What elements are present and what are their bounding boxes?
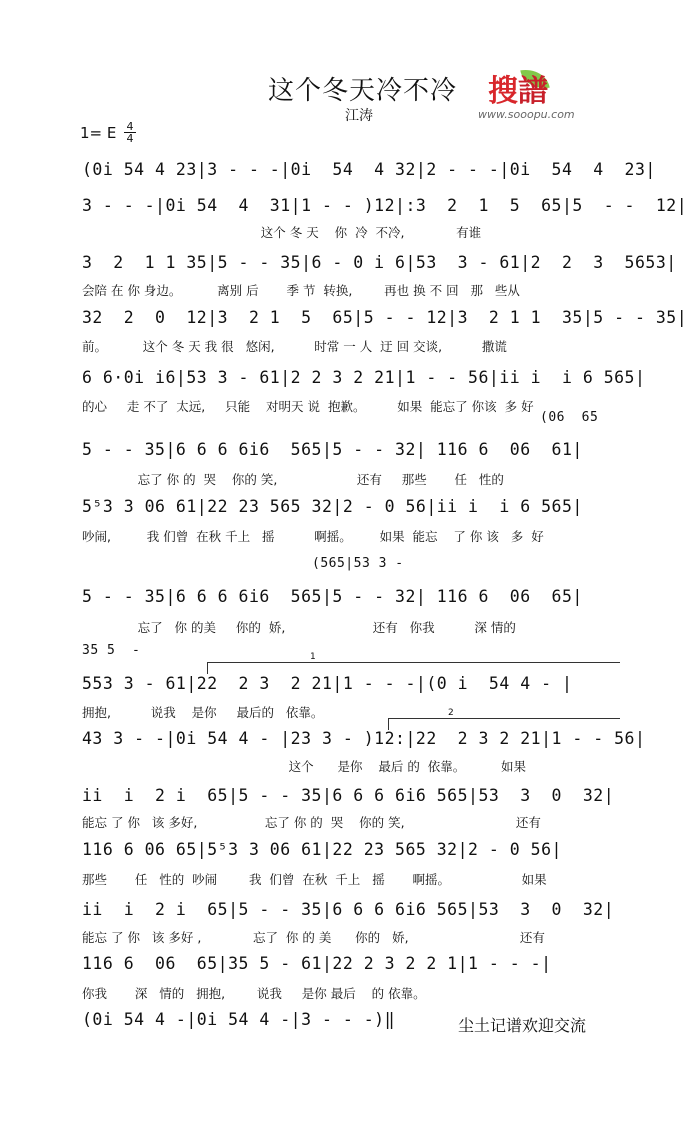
notation-row: (0i 54 4 -|0i 54 4 -|3 - - -)‖ bbox=[82, 1010, 396, 1029]
key-signature: 1= E bbox=[80, 124, 117, 142]
notation-row: 553 3 - 61|22 2 3 2 21|1 - - -|(0 i 54 4 - | bbox=[82, 674, 573, 693]
site-url[interactable]: www.sooopu.com bbox=[478, 108, 575, 121]
lyrics-row: 前。 这个 冬 天 我 很 悠闲, 时常 一 人 迂 回 交谈, 撒谎 bbox=[82, 339, 507, 354]
notation-row: 116 6 06 65|5⁵3 3 06 61|22 23 565 32|2 - 0 56| bbox=[82, 840, 562, 859]
lyrics-row: 吵闹, 我 们曾 在秋 千上 摇 啊摇。 如果 能忘 了 你 该 多 好 bbox=[82, 529, 544, 544]
lyrics-row: 忘了 你 的美 你的 娇, 还有 你我 深 情的 bbox=[82, 620, 516, 635]
volta-2-hook bbox=[388, 718, 389, 730]
volta-2-line bbox=[388, 718, 620, 719]
notation-row: 116 6 06 65|35 5 - 61|22 2 3 2 2 1|1 - - -| bbox=[82, 954, 552, 973]
sub-notation: (565|53 3 - bbox=[312, 556, 404, 571]
lyrics-row: 会陪 在 你 身边。 离别 后 季 节 转换, 再也 换 不 回 那 些从 bbox=[82, 283, 520, 298]
notation-row: 5⁵3 3 06 61|22 23 565 32|2 - 0 56|ii i i 6 565| bbox=[82, 497, 583, 516]
time-signature bbox=[124, 121, 136, 144]
lyrics-row: 拥抱, 说我 是你 最后的 依靠。 bbox=[82, 705, 324, 720]
lyrics-row: 这个 冬 天 你 冷 不冷, 有谁 bbox=[82, 225, 482, 240]
song-author: 江涛 bbox=[345, 108, 373, 124]
notation-row: 3 - - -|0i 54 4 31|1 - - )12|:3 2 1 5 65|5 - - 12| bbox=[82, 196, 688, 215]
logo-char-2: 譜 bbox=[518, 74, 548, 109]
song-title: 这个冬天冷不冷 bbox=[268, 76, 458, 106]
notation-row: ii i 2 i 65|5 - - 35|6 6 6 6i6 565|53 3 0 32| bbox=[82, 786, 615, 805]
lyrics-row: 那些 任 性的 吵闹 我 们曾 在秋 千上 摇 啊摇。 如果 bbox=[82, 872, 547, 887]
volta-1-line bbox=[207, 662, 620, 663]
volta-1-hook bbox=[207, 662, 208, 674]
lyrics-row: 能忘 了 你 该 多好 , 忘了 你 的 美 你的 娇, 还有 bbox=[82, 930, 545, 945]
sub-notation: (06 65 bbox=[540, 410, 599, 425]
site-logo[interactable] bbox=[488, 66, 548, 110]
notation-row: 5 - - 35|6 6 6 6i6 565|5 - - 32| 116 6 06 61| bbox=[82, 440, 583, 459]
lyrics-row: 你我 深 情的 拥抱, 说我 是你 最后 的 依靠。 bbox=[82, 986, 426, 1001]
notation-row: ii i 2 i 65|5 - - 35|6 6 6 6i6 565|53 3 0 32| bbox=[82, 900, 615, 919]
notation-row: 32 2 0 12|3 2 1 5 65|5 - - 12|3 2 1 1 35|5 - - 35| bbox=[82, 308, 688, 327]
notation-row: (0i 54 4 23|3 - - -|0i 54 4 32|2 - - -|0i 54 4 23| bbox=[82, 160, 656, 179]
volta-2-label: 2 bbox=[448, 708, 454, 718]
transcriber-note: 尘土记谱欢迎交流 bbox=[458, 1016, 587, 1035]
logo-char-1: 搜 bbox=[488, 74, 518, 109]
notation-row: 3 2 1 1 35|5 - - 35|6 - 0 i 6|53 3 - 61|2 2 3 5653| bbox=[82, 253, 677, 272]
notation-row: 5 - - 35|6 6 6 6i6 565|5 - - 32| 116 6 06 65| bbox=[82, 587, 583, 606]
lyrics-row: 这个 是你 最后 的 依靠。 如果 bbox=[82, 759, 527, 774]
notation-row: 6 6·0i i6|53 3 - 61|2 2 3 2 21|1 - - 56|ii i i 6 565| bbox=[82, 368, 646, 387]
time-signature-bottom: 4 bbox=[124, 132, 136, 144]
lyrics-row: 的心 走 不了 太远, 只能 对明天 说 抱歉。 如果 能忘了 你该 多 好 bbox=[82, 399, 534, 414]
notation-row: 43 3 - -|0i 54 4 - |23 3 - )12:|22 2 3 2 21|1 - - 56| bbox=[82, 729, 646, 748]
lyrics-row: 忘了 你 的 哭 你的 笑, 还有 那些 任 性的 bbox=[82, 472, 504, 487]
volta-1-label: 1 bbox=[310, 652, 316, 662]
sub-notation: 35 5 - bbox=[82, 643, 141, 658]
time-signature-top: 4 bbox=[126, 120, 134, 133]
lyrics-row: 能忘 了 你 该 多好, 忘了 你 的 哭 你的 笑, 还有 bbox=[82, 815, 541, 830]
